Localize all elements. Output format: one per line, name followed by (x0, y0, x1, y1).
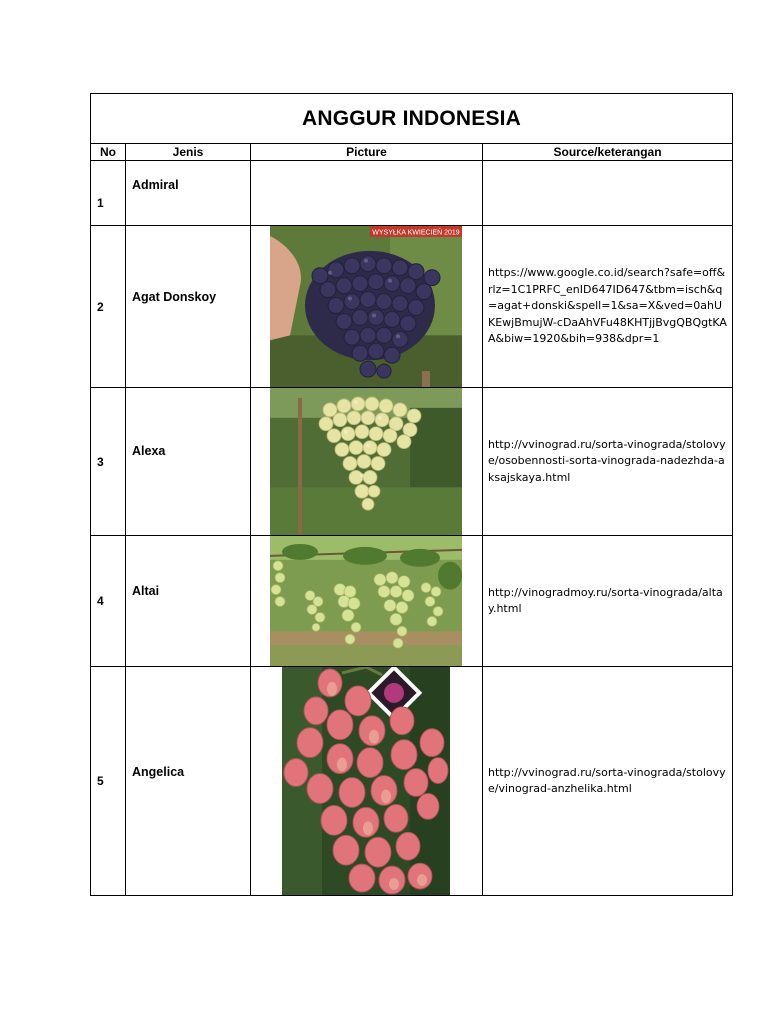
grape-photo-altai (270, 536, 462, 666)
source-text (483, 161, 733, 226)
table-title: ANGGUR INDONESIA (91, 94, 733, 144)
row-number: 2 (91, 226, 126, 388)
source-text: http://vinogradmoy.ru/sorta-vinograda/altay.html (483, 536, 733, 667)
header-source: Source/keterangan (483, 144, 733, 161)
table-row (91, 536, 733, 667)
header-picture: Picture (251, 144, 483, 161)
table-row (91, 161, 733, 226)
grape-name: Altai (132, 584, 160, 598)
row-number: 1 (91, 161, 126, 226)
source-text: http://vvinograd.ru/sorta-vinograda/stolovye/osobennosti-sorta-vinograda-nadezhda-aksajskaya.html (483, 388, 733, 536)
header-row (91, 144, 733, 161)
header-jenis: Jenis (126, 144, 251, 161)
table-row (91, 667, 733, 896)
row-number: 3 (91, 388, 126, 536)
grape-photo-alexa (270, 388, 462, 535)
grape-table (90, 93, 733, 896)
header-no: No (91, 144, 126, 161)
table-row (91, 388, 733, 536)
grape-name: Admiral (132, 178, 179, 192)
source-text: https://www.google.co.id/search?safe=off&rlz=1C1PRFC_enID647ID647&tbm=isch&q=agat+donski&spell=1&sa=X&ved=0ahUKEwjBmujW-cDaAhVFu48KHTjjBvgQBQgtKAA&biw=1920&bih=938&dpr=1 (483, 226, 733, 388)
grape-name: Agat Donskoy (132, 290, 217, 304)
grape-photo-agat-donskoy (270, 226, 462, 387)
source-text: http://vvinograd.ru/sorta-vinograda/stolovye/vinograd-anzhelika.html (483, 667, 733, 896)
row-number: 4 (91, 536, 126, 667)
row-number: 5 (91, 667, 126, 896)
picture-cell-empty (251, 161, 483, 226)
photo-caption: WYSYŁKA KWIECIEŃ 2019 (372, 229, 460, 237)
grape-name: Alexa (132, 444, 166, 458)
grape-name: Angelica (132, 765, 185, 779)
grape-photo-angelica (282, 667, 450, 895)
table-row (91, 226, 733, 388)
